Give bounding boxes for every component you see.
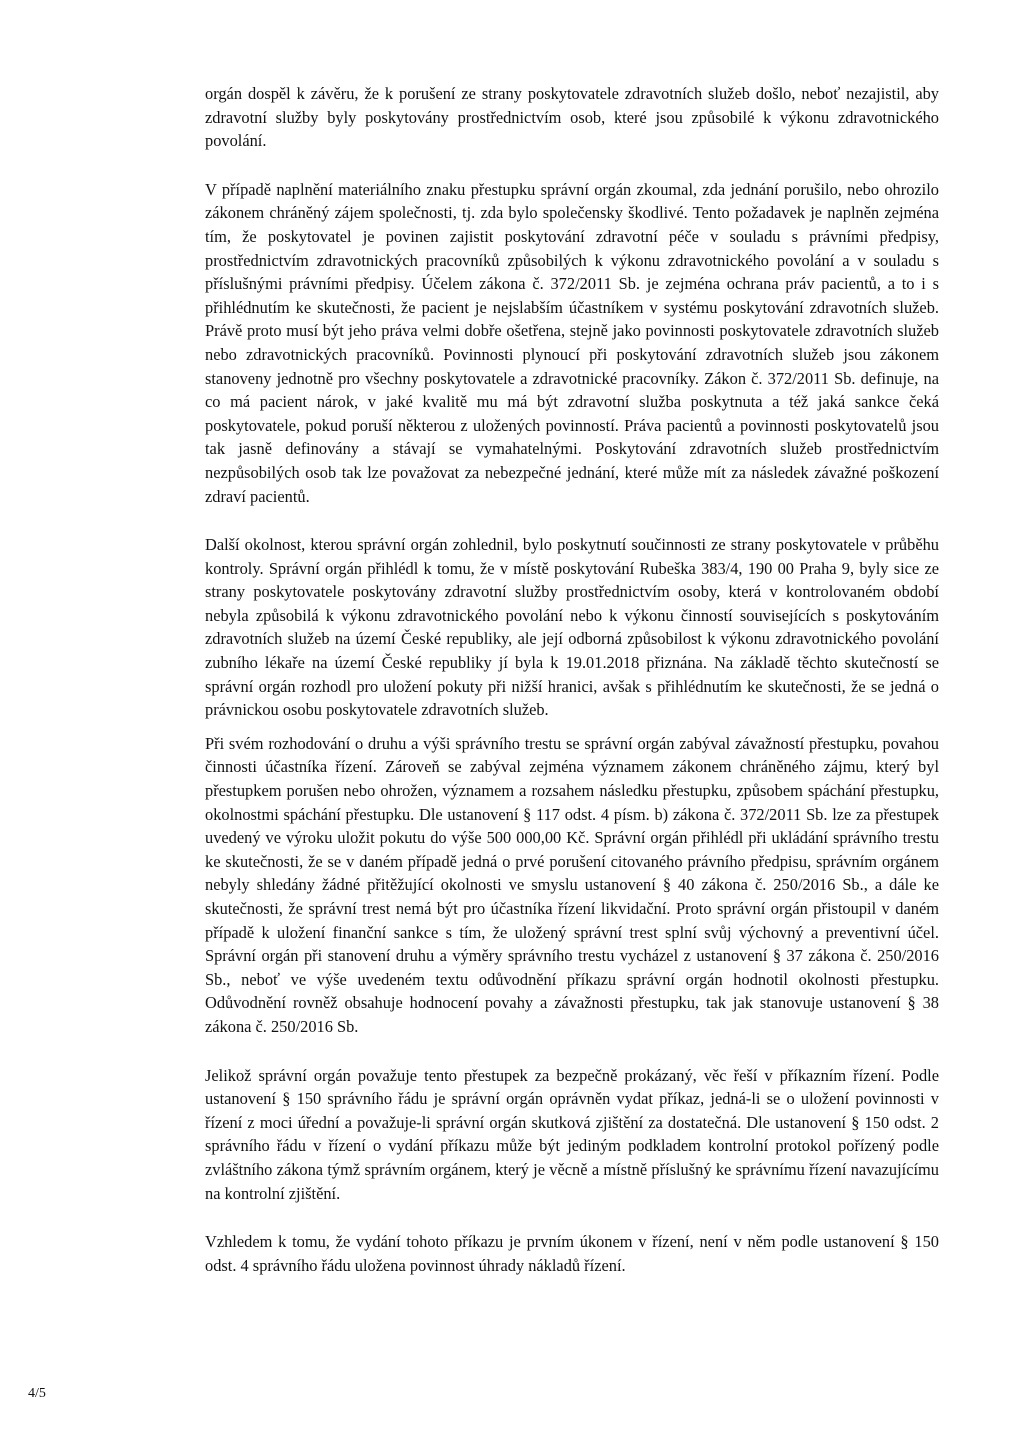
- paragraph-costs: Vzhledem k tomu, že vydání tohoto příkazu je prvním úkonem v řízení, není v něm podle ustanovení § 150 odst. 4 správního řádu uložena povinnost úhrady nákladů řízení.: [205, 1232, 939, 1275]
- paragraph-sanction-decision: Při svém rozhodování o druhu a výši správního trestu se správní orgán zabýval závažností přestupku, povahou činnosti účastníka řízení. Zároveň se zabýval zejména významem zákonem chráněného zájmu, který byl přestupkem porušen nebo ohrožen, významem a rozsahem následku přestupku, způsobem spáchání přestupku, okolnostmi spáchání přestupku. Dle ustanovení § 117 odst. 4 písm. b) zákona č. 372/2011 Sb. lze za přestupek uvedený ve výroku uložit pokutu do výše 500 000,00 Kč. Správní orgán přihlédl při ukládání správního trestu ke skutečnosti, že se v daném případě jedná o prvé porušení citovaného právního předpisu, správním orgánem nebyly shledány žádné přitěžující okolnosti ve smyslu ustanovení § 40 zákona č. 250/2016 Sb., a dále ke skutečnosti, že správní trest nemá být pro účastníka řízení likvidační. Proto správní orgán přistoupil v daném případě k uložení finanční sankce s tím, že uložený správní trest splní svůj výchovný a preventivní účel. Správní orgán při stanovení druhu a výměry správního trestu vycházel z ustanovení § 37 zákona č. 250/2016 Sb., neboť ve výše uvedeném textu odůvodnění příkazu správní orgán hodnotil okolnosti přestupku. Odůvodnění rovněž obsahuje hodnocení povahy a závažnosti přestupku, tak jak stanovuje ustanovení § 38 zákona č. 250/2016 Sb.: [205, 733, 939, 1036]
- page-number: 4/5: [28, 1386, 46, 1401]
- paragraph-order-procedure: Jelikož správní orgán považuje tento přestupek za bezpečně prokázaný, věc řeší v příkazním řízení. Podle ustanovení § 150 správního řádu je správní orgán oprávněn vydat příkaz, jedná-li se o uložení povinnosti v řízení z moci úřední a považuje-li správní orgán skutková zjištění za dostatečná. Dle ustanovení § 150 odst. 2 správního řádu v řízení o vydání příkazu může být jediným podkladem kontrolní protokol pořízený podle zvláštního zákona týmž správním orgánem, který je věcně a místně příslušný ke správnímu řízení navazujícímu na kontrolní zjištění.: [205, 1065, 939, 1203]
- document-body: [205, 82, 939, 1277]
- paragraph-cooperation: Další okolnost, kterou správní orgán zohlednil, bylo poskytnutí součinnosti ze strany poskytovatele v průběhu kontroly. Správní orgán přihlédl k tomu, že v místě poskytování Rubeška 383/4, 190 00 Praha 9, byly sice ze strany poskytovatele poskytovány zdravotní služby prostřednictvím osoby, která v kontrolovaném období nebyla způsobilá k výkonu zdravotnického povolání nebo k výkonu činností souvisejících s poskytováním zdravotních služeb na území České republiky, ale její odborná způsobilost k výkonu zdravotnického povolání zubního lékaře na území České republiky jí byla k 19.01.2018 přiznána. Na základě těchto skutečností se správní orgán rozhodl pro uložení pokuty při nižší hranici, avšak s přihlédnutím ke skutečnosti, že se jedná o právnickou osobu poskytovatele zdravotních služeb.: [205, 535, 939, 720]
- paragraph-material-element: V případě naplnění materiálního znaku přestupku správní orgán zkoumal, zda jednání porušilo, nebo ohrozilo zákonem chráněný zájem společnosti, tj. zda bylo společensky škodlivé. Tento požadavek je naplněn zejména tím, že poskytovatel je povinen zajistit poskytování zdravotní péče v souladu s právními předpisy, prostřednictvím zdravotnických pracovníků způsobilých k výkonu zdravotnického povolání a v souladu s příslušnými právními předpisy. Účelem zákona č. 372/2011 Sb. je zejména ochrana práv pacientů, a to i s přihlédnutím ke skutečnosti, že pacient je nejslabším účastníkem v systému poskytování zdravotních služeb. Právě proto musí být jeho práva velmi dobře ošetřena, stejně jako povinnosti poskytovatele zdravotních služeb nebo zdravotnických pracovníků. Povinnosti plynoucí při poskytování zdravotních služeb jsou zákonem stanoveny jednotně pro všechny poskytovatele a zdravotnické pracovníky. Zákon č. 372/2011 Sb. definuje, na co má pacient nárok, v jaké kvalitě mu má být zdravotní služba poskytnuta a též jaká sankce čeká poskytovatele, pokud poruší některou z uložených povinností. Práva pacientů a povinnosti poskytovatelů jsou tak jasně definovány a stávají se vymahatelnými. Poskytování zdravotních služeb prostřednictvím nezpůsobilých osob tak lze považovat za nebezpečné jednání, které může mít za následek závažné poškození zdraví pacientů.: [205, 179, 939, 506]
- paragraph-conclusion: orgán dospěl k závěru, že k porušení ze strany poskytovatele zdravotních služeb došlo, neboť nezajistil, aby zdravotní služby byly poskytovány prostřednictvím osob, které jsou způsobilé k výkonu zdravotnického povolání.: [205, 84, 939, 151]
